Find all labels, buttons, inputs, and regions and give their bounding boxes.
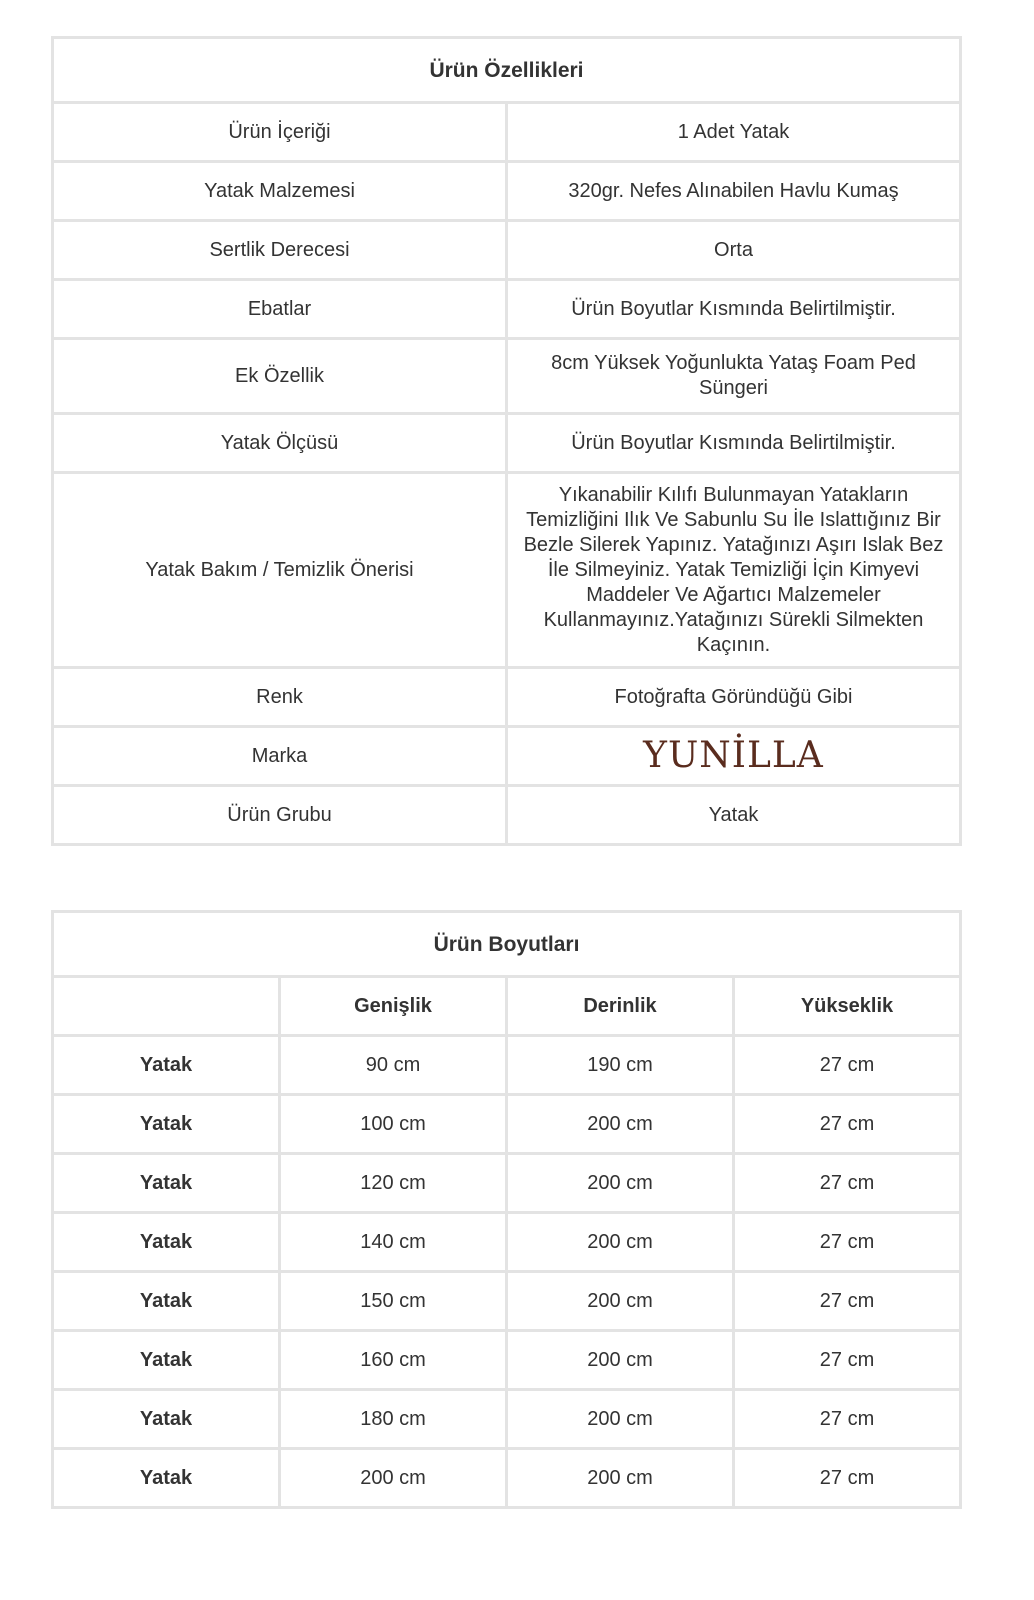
width-cell: 100 cm [280, 1095, 507, 1154]
spec-row [53, 162, 961, 221]
depth-cell: 200 cm [507, 1390, 734, 1449]
column-header: Yükseklik [734, 977, 961, 1036]
spec-value: 320gr. Nefes Alınabilen Havlu Kumaş [507, 162, 961, 221]
width-cell: 120 cm [280, 1154, 507, 1213]
spec-label: Yatak Malzemesi [53, 162, 507, 221]
spec-value: 8cm Yüksek Yoğunlukta Yataş Foam Ped Süngeri [507, 339, 961, 414]
product-specs-table [51, 36, 962, 846]
height-cell: 27 cm [734, 1095, 961, 1154]
spec-label: Ürün Grubu [53, 786, 507, 845]
spec-value: Ürün Boyutlar Kısmında Belirtilmiştir. [507, 280, 961, 339]
width-cell: 160 cm [280, 1331, 507, 1390]
spec-label: Ürün İçeriği [53, 103, 507, 162]
depth-cell: 190 cm [507, 1036, 734, 1095]
row-label: Yatak [53, 1331, 280, 1390]
spec-value: 1 Adet Yatak [507, 103, 961, 162]
height-cell: 27 cm [734, 1449, 961, 1508]
spec-value: Orta [507, 221, 961, 280]
table-row [53, 1390, 961, 1449]
dimensions-header-row [53, 977, 961, 1036]
table-row [53, 1154, 961, 1213]
spec-row [53, 786, 961, 845]
width-cell: 90 cm [280, 1036, 507, 1095]
spec-label: Yatak Ölçüsü [53, 414, 507, 473]
height-cell: 27 cm [734, 1390, 961, 1449]
column-header [53, 977, 280, 1036]
depth-cell: 200 cm [507, 1331, 734, 1390]
spec-value: Ürün Boyutlar Kısmında Belirtilmiştir. [507, 414, 961, 473]
brand-logo: YUNİLLA [643, 735, 824, 776]
spec-label: Marka [53, 727, 507, 786]
height-cell: 27 cm [734, 1036, 961, 1095]
depth-cell: 200 cm [507, 1154, 734, 1213]
table-row [53, 1331, 961, 1390]
specs-title: Ürün Özellikleri [53, 38, 961, 103]
dimensions-title: Ürün Boyutları [53, 912, 961, 977]
table-row [53, 1036, 961, 1095]
spec-row [53, 221, 961, 280]
column-header: Derinlik [507, 977, 734, 1036]
spec-label: Yatak Bakım / Temizlik Önerisi [53, 473, 507, 668]
spec-row [53, 473, 961, 668]
spec-row [53, 280, 961, 339]
width-cell: 150 cm [280, 1272, 507, 1331]
row-label: Yatak [53, 1272, 280, 1331]
table-row [53, 1449, 961, 1508]
column-header: Genişlik [280, 977, 507, 1036]
spec-row [53, 668, 961, 727]
spec-label: Ek Özellik [53, 339, 507, 414]
depth-cell: 200 cm [507, 1449, 734, 1508]
row-label: Yatak [53, 1036, 280, 1095]
spec-row [53, 103, 961, 162]
row-label: Yatak [53, 1449, 280, 1508]
row-label: Yatak [53, 1154, 280, 1213]
spec-value: Yıkanabilir Kılıfı Bulunmayan Yatakların Temizliğini Ilık Ve Sabunlu Su İle Islattığınız Bir Bezle Silerek Yapınız. Yatağınızı Aşırı Islak Bez İle Silmeyiniz. Yatak Temizliği İçin Kimyevi Maddeler Ve Ağartıcı Malzemeler Kullanmayınız.Yatağınızı Sürekli Silmekten Kaçının. [507, 473, 961, 668]
spec-label: Sertlik Derecesi [53, 221, 507, 280]
width-cell: 200 cm [280, 1449, 507, 1508]
width-cell: 180 cm [280, 1390, 507, 1449]
height-cell: 27 cm [734, 1272, 961, 1331]
depth-cell: 200 cm [507, 1095, 734, 1154]
spec-label: Renk [53, 668, 507, 727]
height-cell: 27 cm [734, 1213, 961, 1272]
depth-cell: 200 cm [507, 1272, 734, 1331]
table-row [53, 1095, 961, 1154]
depth-cell: 200 cm [507, 1213, 734, 1272]
spec-value: Fotoğrafta Göründüğü Gibi [507, 668, 961, 727]
table-row [53, 1272, 961, 1331]
table-row [53, 1213, 961, 1272]
spec-value: Yatak [507, 786, 961, 845]
spec-row [53, 414, 961, 473]
row-label: Yatak [53, 1095, 280, 1154]
spec-row [53, 339, 961, 414]
product-dimensions-table [51, 910, 962, 1509]
height-cell: 27 cm [734, 1331, 961, 1390]
row-label: Yatak [53, 1390, 280, 1449]
brand-logo-cell [507, 727, 961, 786]
width-cell: 140 cm [280, 1213, 507, 1272]
row-label: Yatak [53, 1213, 280, 1272]
spec-label: Ebatlar [53, 280, 507, 339]
spec-row [53, 727, 961, 786]
height-cell: 27 cm [734, 1154, 961, 1213]
